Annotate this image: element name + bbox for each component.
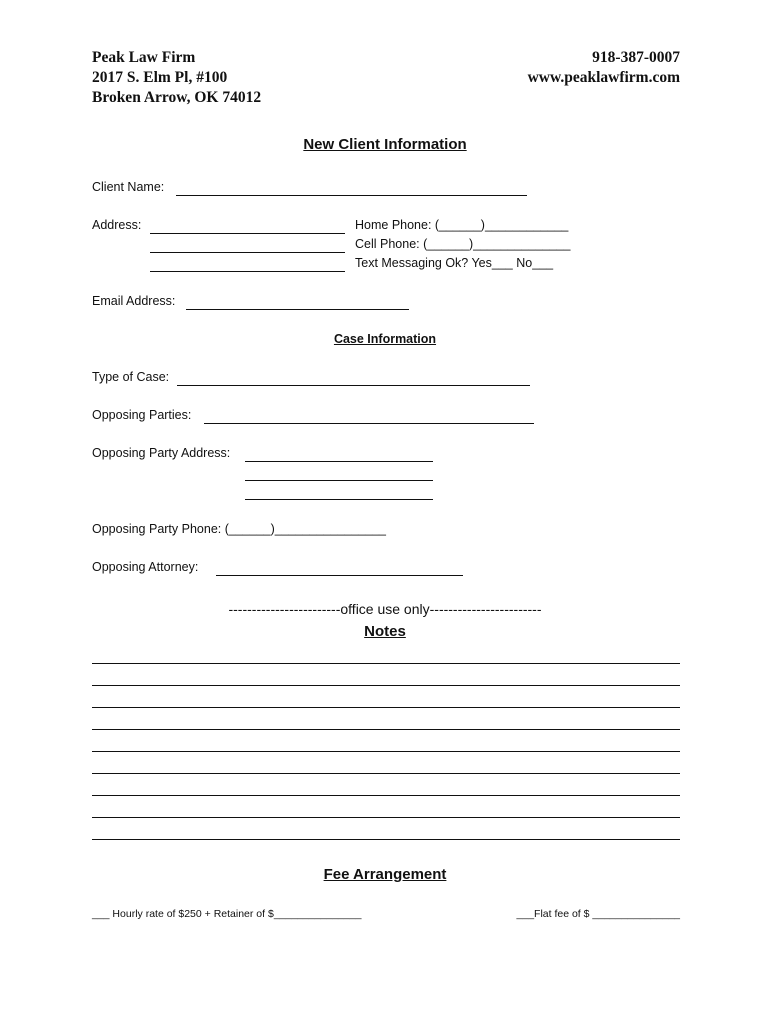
opposing-attorney-label: Opposing Attorney: — [92, 560, 199, 574]
firm-website: www.peaklawfirm.com — [527, 69, 680, 86]
home-phone-field[interactable]: Home Phone: (______)____________ — [355, 218, 569, 232]
notes-title: Notes — [364, 623, 406, 640]
address-line-2-field[interactable] — [150, 252, 345, 253]
opposing-address-line-2-field[interactable] — [245, 480, 433, 481]
hourly-rate-field[interactable]: ___ Hourly rate of $250 + Retainer of $_______________ — [92, 908, 362, 920]
firm-contact-block — [528, 48, 680, 88]
opposing-attorney-field[interactable] — [216, 575, 463, 576]
opposing-address-line-1-field[interactable] — [245, 461, 433, 462]
email-label: Email Address: — [92, 294, 176, 308]
flat-fee-field[interactable]: ___Flat fee of $ _______________ — [516, 908, 680, 920]
notes-line[interactable] — [92, 729, 680, 730]
opposing-address-label: Opposing Party Address: — [92, 446, 231, 460]
notes-line[interactable] — [92, 817, 680, 818]
notes-line[interactable] — [92, 839, 680, 840]
text-messaging-field[interactable]: Text Messaging Ok? Yes___ No___ — [355, 256, 554, 270]
notes-line[interactable] — [92, 795, 680, 796]
firm-name: Peak Law Firm — [92, 49, 196, 66]
email-field[interactable] — [186, 309, 409, 310]
cell-phone-field[interactable]: Cell Phone: (______)______________ — [355, 237, 571, 251]
notes-line[interactable] — [92, 685, 680, 686]
notes-line[interactable] — [92, 707, 680, 708]
notes-line[interactable] — [92, 773, 680, 774]
office-use-divider: ------------------------office use only------------------------ — [228, 601, 542, 617]
address-line-1-field[interactable] — [150, 233, 345, 234]
firm-address-block — [92, 48, 261, 108]
notes-line[interactable] — [92, 663, 680, 664]
address-line-3-field[interactable] — [150, 271, 345, 272]
case-type-label: Type of Case: — [92, 370, 170, 384]
opposing-parties-field[interactable] — [204, 423, 534, 424]
case-info-title: Case Information — [333, 332, 437, 346]
opposing-address-line-3-field[interactable] — [245, 499, 433, 500]
firm-city: Broken Arrow, OK 74012 — [92, 89, 262, 106]
notes-line[interactable] — [92, 751, 680, 752]
client-name-field[interactable] — [176, 195, 527, 196]
opposing-phone-field[interactable]: Opposing Party Phone: (______)________________ — [92, 522, 386, 536]
fee-arrangement-title: Fee Arrangement — [323, 866, 447, 883]
opposing-parties-label: Opposing Parties: — [92, 408, 192, 422]
address-label: Address: — [92, 218, 142, 232]
firm-phone: 918-387-0007 — [592, 49, 680, 66]
form-title: New Client Information — [303, 136, 467, 153]
client-name-label: Client Name: — [92, 180, 165, 194]
firm-street: 2017 S. Elm Pl, #100 — [92, 69, 228, 86]
case-type-field[interactable] — [177, 385, 530, 386]
